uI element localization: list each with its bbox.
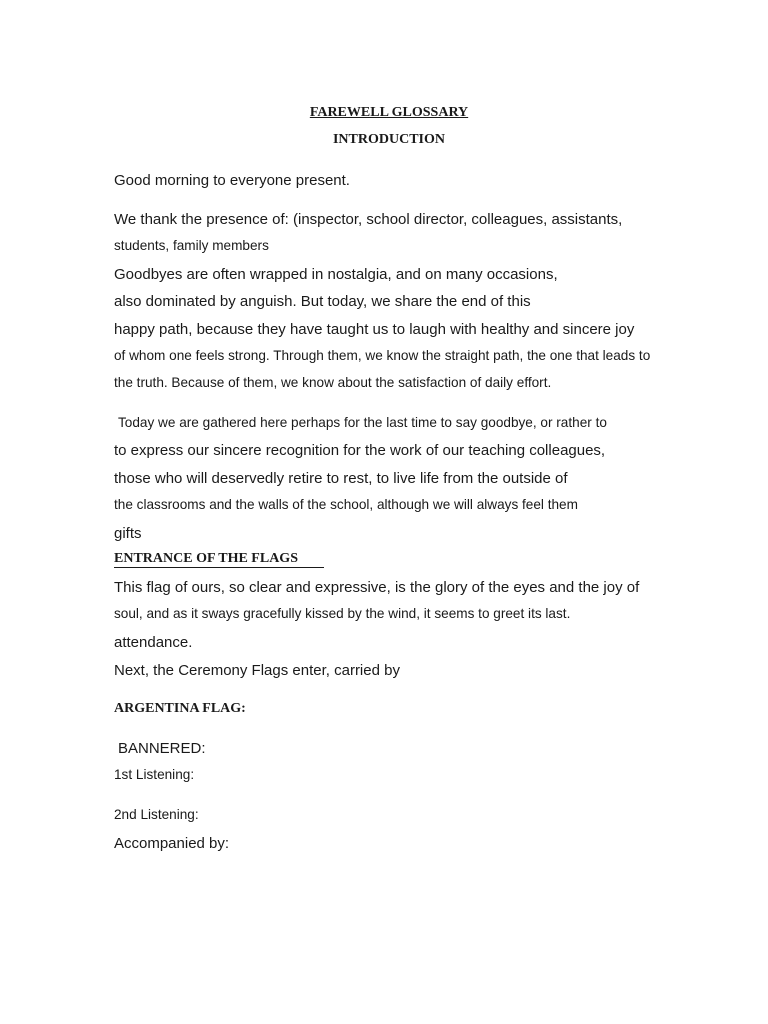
section-heading-argentina-flag: ARGENTINA FLAG:	[114, 701, 246, 716]
paragraph-1-line-1: Goodbyes are often wrapped in nostalgia, and on many occasions,	[114, 266, 558, 283]
flags-line-1: This flag of ours, so clear and expressive, is the glory of the eyes and the joy of	[114, 579, 640, 596]
paragraph-2-line-5: gifts	[114, 525, 142, 542]
paragraph-1-line-2: also dominated by anguish. But today, we share the end of this	[114, 293, 531, 310]
greeting-line: Good morning to everyone present.	[114, 172, 350, 189]
paragraph-1-line-4: of whom one feels strong. Through them, we know the straight path, the one that leads to	[114, 348, 651, 363]
bannered-label: BANNERED:	[118, 740, 206, 757]
thanks-line-1: We thank the presence of: (inspector, school director, colleagues, assistants,	[114, 211, 623, 228]
section-heading-flags: ENTRANCE OF THE FLAGS	[114, 552, 324, 568]
listening-2-label: 2nd Listening:	[114, 807, 199, 822]
accompanied-label: Accompanied by:	[114, 835, 230, 852]
paragraph-2-line-4: the classrooms and the walls of the school, although we will always feel them	[114, 497, 578, 512]
flags-line-3: attendance.	[114, 634, 193, 651]
flags-line-4: Next, the Ceremony Flags enter, carried by	[114, 662, 400, 679]
paragraph-1-line-3: happy path, because they have taught us to laugh with healthy and sincere joy	[114, 321, 635, 338]
document-title: FAREWELL GLOSSARY	[309, 105, 469, 120]
thanks-line-2: students, family members	[114, 238, 269, 253]
paragraph-2-line-3: those who will deservedly retire to rest, to live life from the outside of	[114, 470, 568, 487]
paragraph-1-line-5: the truth. Because of them, we know about the satisfaction of daily effort.	[114, 375, 552, 390]
section-heading-introduction: INTRODUCTION	[332, 132, 445, 147]
paragraph-2-line-1: Today we are gathered here perhaps for the last time to say goodbye, or rather to	[118, 415, 607, 430]
listening-1-label: 1st Listening:	[114, 767, 195, 782]
flags-line-2: soul, and as it sways gracefully kissed by the wind, it seems to greet its last.	[114, 606, 571, 621]
paragraph-2-line-2: to express our sincere recognition for the work of our teaching colleagues,	[114, 442, 606, 459]
